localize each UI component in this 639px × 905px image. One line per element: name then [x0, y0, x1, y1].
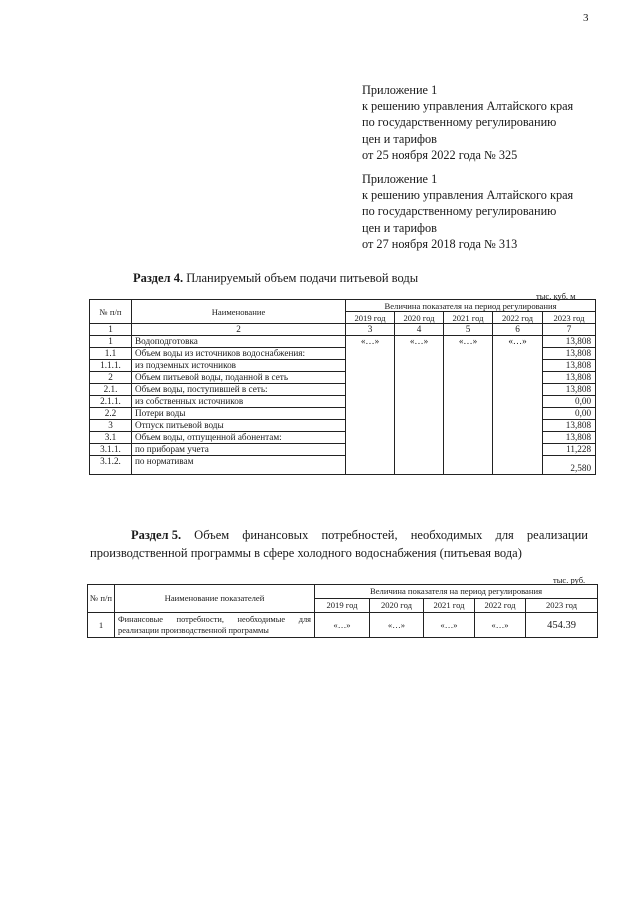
value-2022: «…»	[493, 336, 543, 475]
row-num: 2	[90, 372, 132, 384]
header-year: 2019 год	[346, 312, 395, 324]
row-name: из подземных источников	[132, 360, 346, 372]
title-word: Объем	[194, 528, 230, 542]
index-cell: 7	[543, 324, 596, 336]
appendix-line: по государственному регулированию	[362, 115, 557, 130]
section5-title	[90, 526, 588, 562]
appendix-line: по государственному регулированию	[362, 204, 557, 219]
row-name: из собственных источников	[132, 396, 346, 408]
appendix-line: от 27 ноября 2018 года № 313	[362, 236, 518, 251]
value-2023: 13,808	[543, 336, 596, 348]
value-2019: «…»	[346, 336, 395, 475]
row-num: 1	[90, 336, 132, 348]
appendix-header-original	[362, 171, 573, 252]
row-name: по приборам учета	[132, 444, 346, 456]
header-year: 2023 год	[526, 599, 598, 613]
value-2023: 13,808	[543, 432, 596, 444]
value-2023: 13,808	[543, 360, 596, 372]
water-volume-table	[89, 299, 596, 475]
value-2023: 0,00	[543, 408, 596, 420]
value-2023: 2,580	[543, 456, 596, 475]
header-period: Величина показателя на период регулирования	[346, 300, 596, 312]
row-name: по нормативам	[132, 456, 346, 475]
header-num: № п/п	[90, 300, 132, 324]
title-word: финансовых	[242, 528, 309, 542]
value-2020: «…»	[370, 613, 424, 638]
appendix-line: Приложение 1	[362, 172, 438, 186]
value-2021: «…»	[424, 613, 475, 638]
section5-title-line2: производственной программы в сфере холодного водоснабжения (питьевая вода)	[90, 546, 522, 560]
section4-heading: Планируемый объем подачи питьевой воды	[186, 271, 419, 285]
row-num: 3	[90, 420, 132, 432]
title-word: необходимых	[410, 528, 483, 542]
appendix-line: к решению управления Алтайского края	[362, 99, 574, 114]
header-period: Величина показателя на период регулирования	[315, 585, 598, 599]
index-cell: 6	[493, 324, 543, 336]
appendix-line: цен и тарифов	[362, 131, 437, 146]
value-2023: 0,00	[543, 396, 596, 408]
page-number: 3	[583, 12, 589, 24]
table-row	[90, 336, 596, 348]
row-name: Объем воды, поступившей в сеть:	[132, 384, 346, 396]
row-name: Водоподготовка	[132, 336, 346, 348]
row-num: 1.1	[90, 348, 132, 360]
row-name: Потери воды	[132, 408, 346, 420]
row-num: 3.1.2.	[90, 456, 132, 475]
title-word: потребностей,	[321, 528, 398, 542]
index-cell: 4	[395, 324, 444, 336]
value-2020: «…»	[395, 336, 444, 475]
row-num: 2.2	[90, 408, 132, 420]
value-2019: «…»	[315, 613, 370, 638]
row-name: Объем воды, отпущенной абонентам:	[132, 432, 346, 444]
section4-unit: тыс. куб. м	[536, 291, 576, 301]
value-2023: 13,808	[543, 348, 596, 360]
row-name: Отпуск питьевой воды	[132, 420, 346, 432]
index-cell: 3	[346, 324, 395, 336]
header-year: 2020 год	[370, 599, 424, 613]
index-cell: 1	[90, 324, 132, 336]
header-name: Наименование	[132, 300, 346, 324]
appendix-line: Приложение 1	[362, 83, 438, 97]
header-year: 2021 год	[424, 599, 475, 613]
value-2023: 13,808	[543, 420, 596, 432]
value-2023: 13,808	[543, 384, 596, 396]
header-year: 2020 год	[395, 312, 444, 324]
section4-label: Раздел 4.	[133, 271, 184, 285]
section5-title-line1	[90, 526, 588, 544]
appendix-line: к решению управления Алтайского края	[362, 188, 574, 203]
table-row	[88, 613, 598, 638]
appendix-line: от 25 ноября 2022 года № 325	[362, 147, 518, 162]
row-name: Финансовые потребности, необходимые для реализации производственной программы	[115, 613, 315, 638]
row-num: 1	[88, 613, 115, 638]
header-num: № п/п	[88, 585, 115, 613]
section5-label: Раздел 5.	[131, 528, 182, 542]
title-word: реализации	[526, 528, 588, 542]
appendix-line: цен и тарифов	[362, 220, 437, 235]
value-2023: 13,808	[543, 372, 596, 384]
header-year: 2022 год	[475, 599, 526, 613]
header-year: 2021 год	[444, 312, 493, 324]
row-num: 3.1.1.	[90, 444, 132, 456]
index-cell: 5	[444, 324, 493, 336]
row-num: 3.1	[90, 432, 132, 444]
value-2023: 11,228	[543, 444, 596, 456]
index-cell: 2	[132, 324, 346, 336]
section5-unit: тыс. руб.	[553, 575, 586, 585]
value-2023: 454.39	[526, 613, 598, 638]
row-num: 2.1.1.	[90, 396, 132, 408]
appendix-header-current	[362, 82, 573, 163]
header-year: 2022 год	[493, 312, 543, 324]
header-year: 2019 год	[315, 599, 370, 613]
row-name: Объем питьевой воды, поданной в сеть	[132, 372, 346, 384]
row-num: 2.1.	[90, 384, 132, 396]
value-2022: «…»	[475, 613, 526, 638]
index-row	[90, 324, 596, 336]
section4-title	[133, 271, 418, 286]
financial-needs-table	[87, 584, 598, 638]
title-word: для	[495, 528, 514, 542]
row-num: 1.1.1.	[90, 360, 132, 372]
header-year: 2023 год	[543, 312, 596, 324]
header-name: Наименование показателей	[115, 585, 315, 613]
value-2021: «…»	[444, 336, 493, 475]
row-name: Объем воды из источников водоснабжения:	[132, 348, 346, 360]
